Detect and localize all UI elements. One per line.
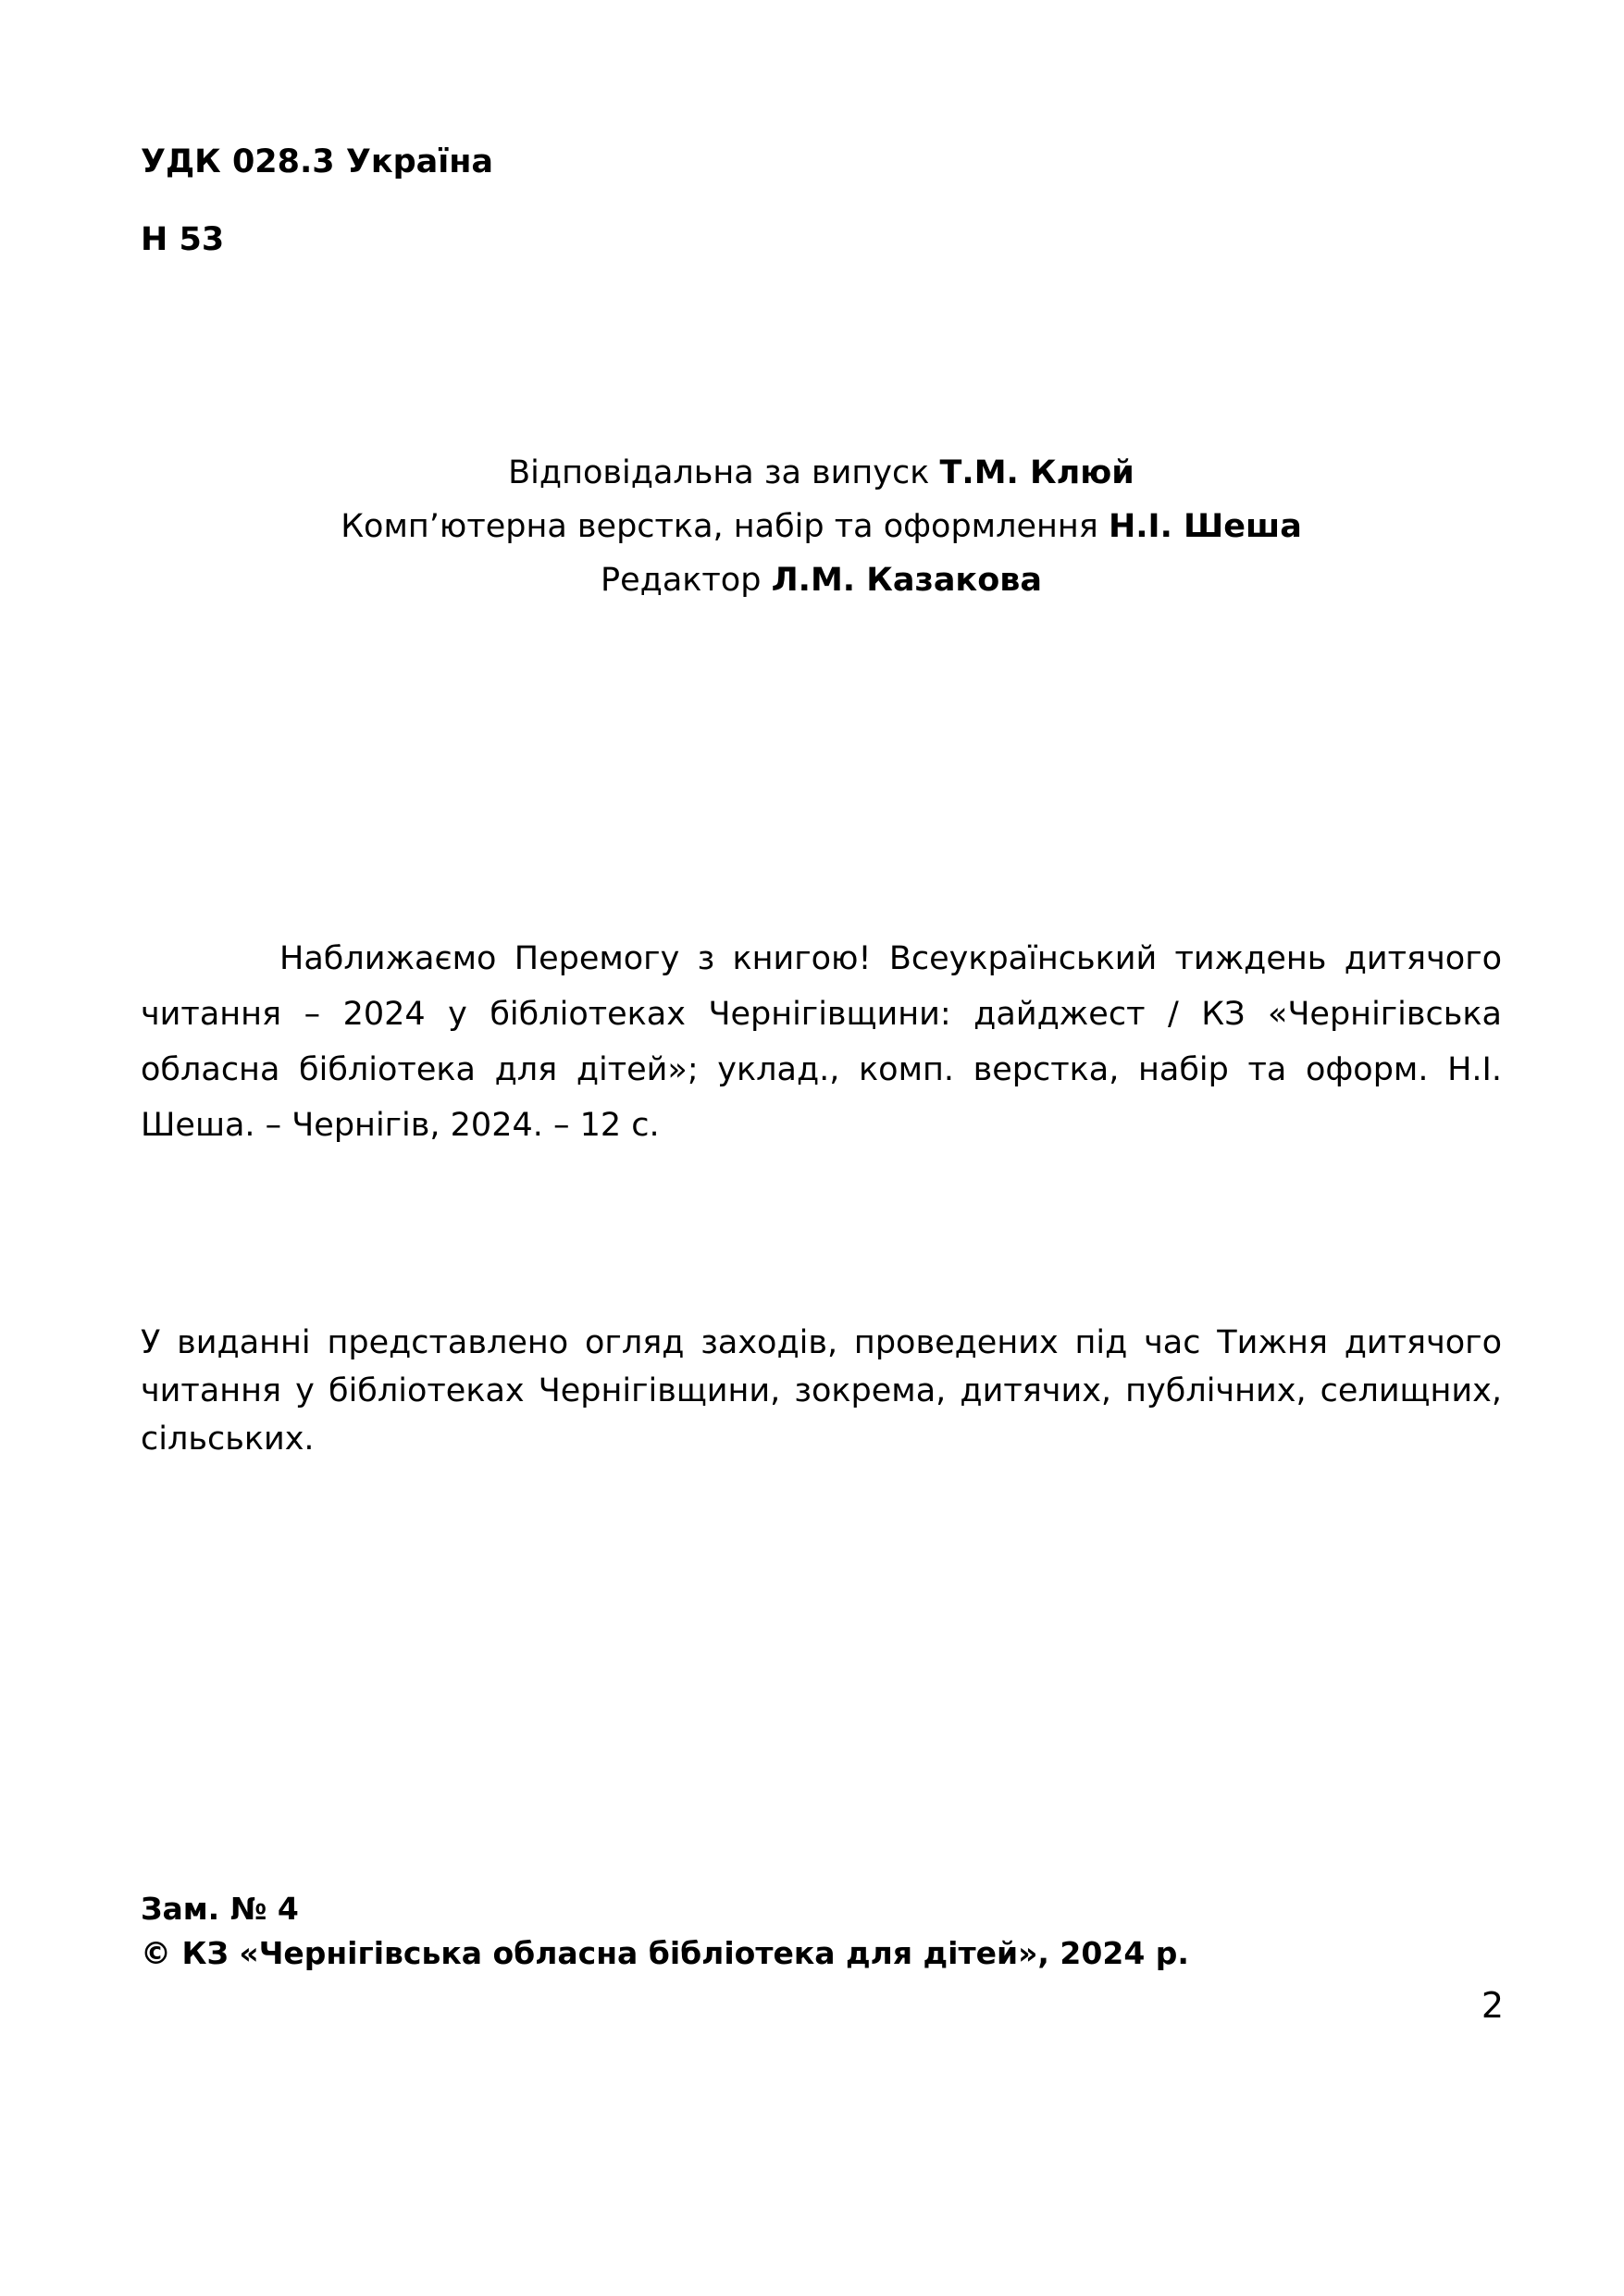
responsible-line [141,446,1502,500]
layout-name: Н.І. Шеша [1108,508,1302,545]
responsible-name: Т.М. Клюй [939,454,1134,491]
copyright-line: © КЗ «Чернігівська обласна бібліотека для дітей», 2024 р. [141,1935,1189,1971]
editor-label: Редактор [600,562,762,599]
layout-line [141,500,1502,553]
udk-code: УДК 028.3 Україна [141,143,494,180]
bibliographic-annotation: Наближаємо Перемогу з книгою! Всеукраїнський тиждень дитячого читання – 2024 у бібліотеках Чернігівщини: дайджест / КЗ «Чернігівська обласна бібліотека для дітей»; уклад., комп. верстка, набір та оформ. Н.І. Шеша. – Чернігів, 2024. – 12 с. [141,940,1502,1144]
editor-name: Л.М. Казакова [771,562,1043,599]
credits-block [141,446,1502,607]
responsible-label: Відповідальна за випуск [508,454,930,491]
editor-line [141,553,1502,607]
author-index-code: Н 53 [141,221,225,258]
summary-paragraph: У виданні представлено огляд заходів, проведених під час Тижня дитячого читання у бібліотеках Чернігівщини, зокрема, дитячих, публічних, селищних, сільських. [141,1324,1502,1458]
page-number: 2 [1481,1985,1504,2026]
layout-label: Комп’ютерна верстка, набір та оформлення [341,508,1098,545]
order-number: Зам. № 4 [141,1891,299,1927]
